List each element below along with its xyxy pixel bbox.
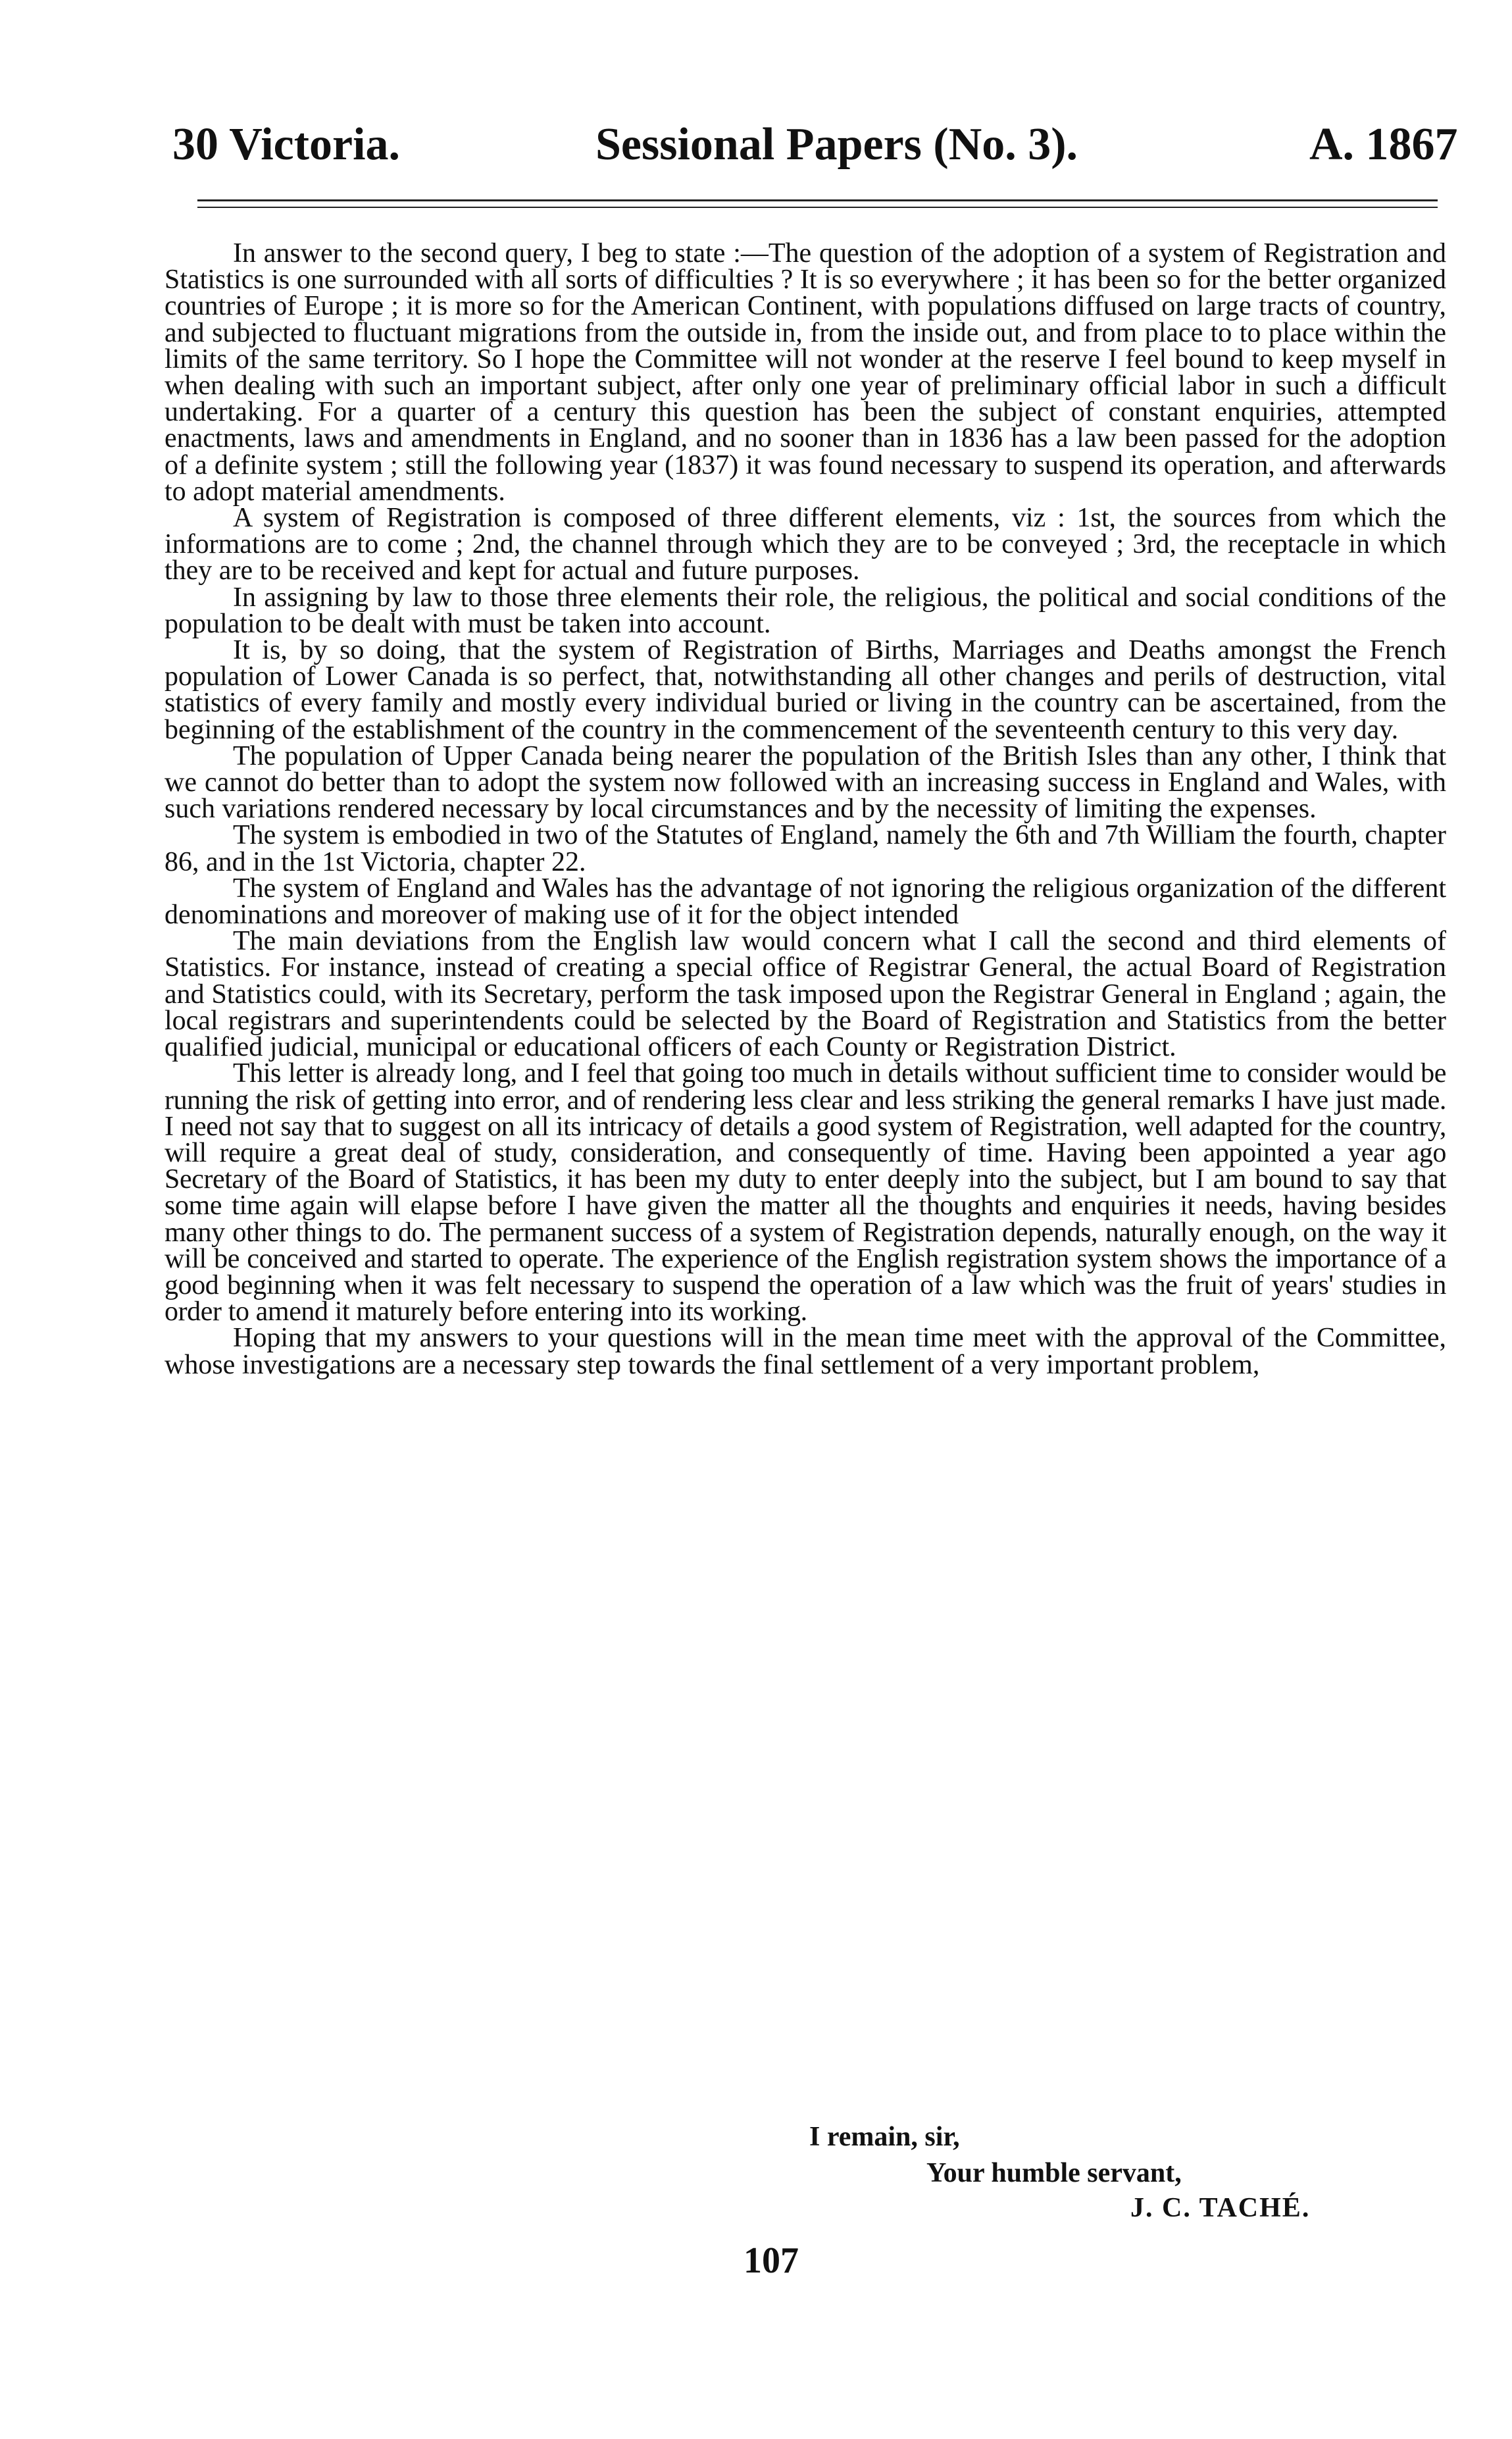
paragraph-closing-hope: Hoping that my answers to your questions will in the mean time meet with the approval of the Committee, whose investigations are a necessary step towards the final settlement of a very important problem, [164,1323,1446,1380]
paragraph-conditions: In assigning by law to those three elements their role, the religious, the political and social conditions of the population to be dealt with must be taken into account. [164,582,1446,639]
paragraph-lower-canada: It is, by so doing, that the system of Registration of Births, Marriages and Deaths amongst the French population of Lower Canada is so perfect, that, notwithstanding all other changes and perils of destruction, vital statistics of every family and mostly every individual buried or living in the country can be ascertained, from the beginning of the establishment of the country in the commencement of the seventeenth century to this very day. [164,635,1446,745]
header-rule-bottom [197,207,1438,208]
header-publication: Sessional Papers (No. 3). [595,119,1078,170]
signature: J. C. TACHÉ. [1130,2193,1311,2223]
paragraph-letter-length: This letter is already long, and I feel that going too much in details without sufficient time to consider would be running the risk of getting into error, and of rendering less clear and less striking the general remarks I have just made. I need not say that to suggest on all its intricacy of details a good system of Registration, well adapted for the country, will require a great deal of study, consideration, and consequently of time. Having been appointed a year ago Secretary of the Board of Statistics, it has been my duty to enter deeply into the subject, but I am bound to say that some time again will elapse before I have given the matter all the thoughts and enquiries it needs, having besides many other things to do. The permanent success of a system of Registration depends, naturally enough, on the way it will be conceived and started to operate. The experience of the English registration system shows the importance of a good beginning when it was felt necessary to suspend the operation of a law which was the fruit of years' studies in order to amend it maturely before entering into its working. [164,1058,1446,1327]
closing-remain: I remain, sir, [809,2122,960,2152]
paragraph-statutes: The system is embodied in two of the Statutes of England, namely the 6th and 7th William the fourth, chapter 86, and in the 1st Victoria, chapter 22. [164,820,1446,877]
paragraph-deviations: The main deviations from the English law would concern what I call the second and third elements of Statistics. For instance, instead of creating a special office of Registrar General, the actual Board of Registration and Statistics could, with its Secretary, perform the task imposed upon the Registrar General in England ; again, the local registrars and superintendents could be selected by the Board of Registration and Statistics from the better qualified judicial, municipal or educational officers of each County or Registration District. [164,926,1446,1063]
paragraph-england-wales: The system of England and Wales has the advantage of not ignoring the religious organization of the different denominations and moreover of making use of it for the object intended [164,873,1446,931]
paragraph-elements: A system of Registration is composed of three different elements, viz : 1st, the sources from which the informations are to come ; 2nd, the channel through which they are to be conveyed ; 3rd, the receptacle in which they are to be received and kept for actual and future purposes. [164,503,1446,586]
closing-servant: Your humble servant, [926,2158,1182,2188]
header-year: A. 1867 [1309,119,1458,170]
letter-body [164,240,1446,1378]
header-rule-top [197,199,1438,201]
header-session: 30 Victoria. [172,119,401,170]
paragraph-upper-canada: The population of Upper Canada being nearer the population of the British Isles than any other, I think that we cannot do better than to adopt the system now followed with an increasing success in England and Wales, with such variations rendered necessary by local circumstances and by the necessity of limiting the expenses. [164,740,1446,825]
page-number: 107 [743,2240,799,2281]
paragraph-difficulties: In answer to the second query, I beg to state :—The question of the adoption of a system of Registration and Statistics is one surrounded with all sorts of difficulties ? It is so everywhere ; it has been so for the better organized countries of Europe ; it is more so for the American Continent, with populations diffused on large tracts of country, and subjected to fluctuant migrations from the outside in, from the inside out, and from place to to place within the limits of the same territory. So I hope the Committee will not wonder at the reserve I feel bound to keep myself in when dealing with such an important subject, after only one year of preliminary official labor in such a difficult undertaking. For a quarter of a century this question has been the subject of constant enquiries, attempted enactments, laws and amendments in England, and no sooner than in 1836 has a law been passed for the adoption of a definite system ; still the following year (1837) it was found necessary to suspend its operation, and afterwards to adopt material amendments. [164,238,1446,507]
